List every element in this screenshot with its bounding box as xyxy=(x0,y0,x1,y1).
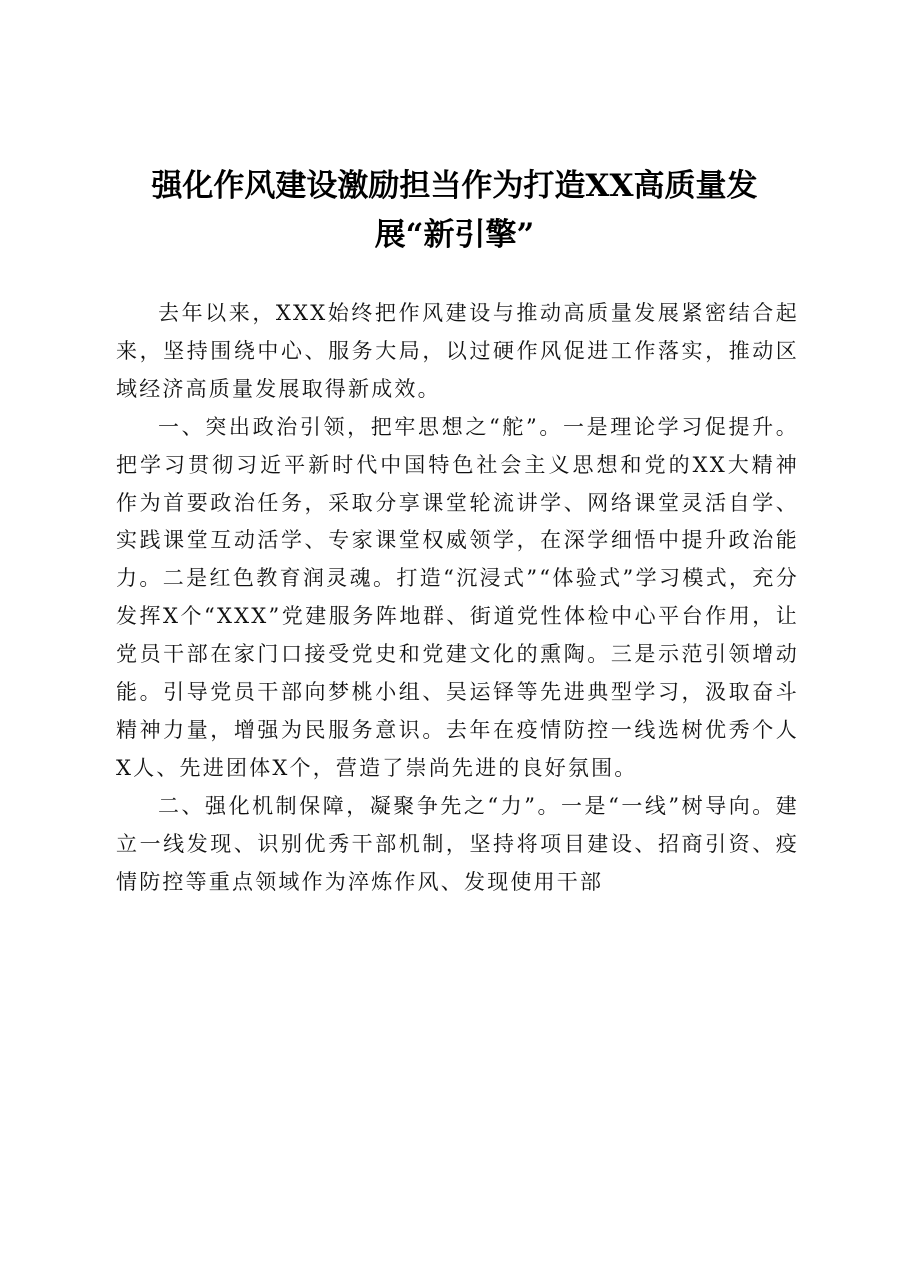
paragraph-intro: 去年以来，XXX始终把作风建设与推动高质量发展紧密结合起来，坚持围绕中心、服务大局，以过硬作风促进工作落实，推动区域经济高质量发展取得新成效。 xyxy=(116,301,799,401)
document-title-line-1: 强化作风建设激励担当作为打造XX高质量发 xyxy=(151,168,758,204)
paragraph-section-2: 二、强化机制保障，凝聚争先之“力”。一是“一线”树导向。建立一线发现、识别优秀干部机制，坚持将项目建设、招商引资、疫情防控等重点领域作为淬炼作风、发现使用干部 xyxy=(116,793,799,894)
document-title xyxy=(120,162,789,260)
document-body xyxy=(116,295,799,902)
document-title-line-2: 展“新引擎” xyxy=(374,217,535,253)
paragraph-section-1: 一、突出政治引领，把牢思想之“舵”。一是理论学习促提升。把学习贯彻习近平新时代中国特色社会主义思想和党的XX大精神作为首要政治任务，采取分享课堂轮流讲学、网络课堂灵活自学、实践课堂互动活学、专家课堂权威领学，在深学细悟中提升政治能力。二是红色教育润灵魂。打造“沉浸式”“体验式”学习模式，充分发挥X个“XXX”党建服务阵地群、街道党性体检中心平台作用，让党员干部在家门口接受党史和党建文化的熏陶。三是示范引领增动能。引导党员干部向梦桃小组、吴运铎等先进典型学习，汲取奋斗精神力量，增强为民服务意识。去年在疫情防控一线选树优秀个人X人、先进团体X个，营造了崇尚先进的良好氛围。 xyxy=(116,414,799,780)
